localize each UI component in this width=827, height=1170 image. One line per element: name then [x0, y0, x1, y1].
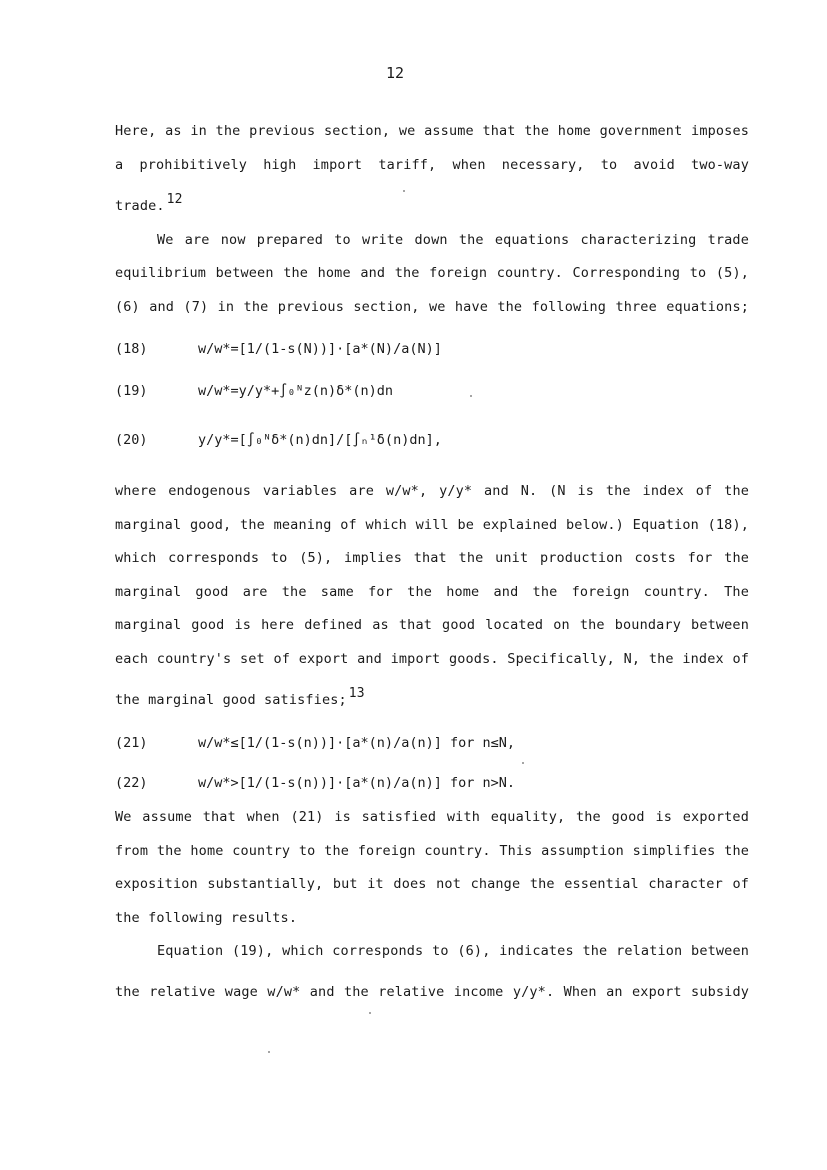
paragraph-line: the following results. — [115, 910, 298, 926]
paragraph-line: a prohibitively high import tariff, when necessary, to avoid two-way — [115, 157, 749, 173]
paragraph-line: where endogenous variables are w/w*, y/y* and N. (N is the index of the — [115, 483, 749, 499]
equation-number: (19) — [115, 383, 148, 399]
equation-text: y/y*=[∫₀ᴺδ*(n)dn]/[∫ₙ¹δ(n)dn], — [198, 432, 442, 448]
paragraph-text: trade. — [115, 198, 165, 214]
equation-number: (22) — [115, 775, 148, 791]
paragraph-line: each country's set of export and import goods. Specifically, N, the index of — [115, 651, 749, 667]
paragraph-line: equilibrium between the home and the foreign country. Corresponding to (5), — [115, 265, 749, 281]
equation-text: w/w*≤[1/(1-s(n))]·[a*(n)/a(n)] for n≤N, — [198, 735, 515, 751]
paragraph-line-with-footnote — [115, 686, 749, 710]
paragraph-line: marginal good is here defined as that good located on the boundary between — [115, 617, 749, 633]
scan-speck — [403, 190, 405, 192]
paragraph-line: Here, as in the previous section, we assume that the home government imposes — [115, 123, 749, 139]
paragraph-line: (6) and (7) in the previous section, we have the following three equations; — [115, 299, 749, 315]
paragraph-line: which corresponds to (5), implies that the unit production costs for the — [115, 550, 749, 566]
paragraph-line-with-footnote — [115, 192, 749, 216]
scan-speck — [369, 1012, 371, 1014]
scan-speck — [470, 395, 472, 397]
equation-text: w/w*=y/y*+∫₀ᴺz(n)δ*(n)dn — [198, 383, 394, 399]
paragraph-line: exposition substantially, but it does not change the essential character of — [115, 876, 749, 892]
equation-22 — [115, 774, 515, 792]
footnote-marker: 12 — [166, 192, 183, 207]
paragraph-line: marginal good are the same for the home and the foreign country. The — [115, 584, 749, 600]
equation-number: (18) — [115, 341, 148, 357]
paragraph-line: marginal good, the meaning of which will be explained below.) Equation (18), — [115, 517, 749, 533]
equation-21 — [115, 734, 515, 752]
equation-number: (20) — [115, 432, 148, 448]
scan-speck — [522, 762, 524, 764]
footnote-marker: 13 — [348, 686, 365, 701]
paragraph-text: the marginal good satisfies; — [115, 692, 347, 708]
equation-text: w/w*=[1/(1-s(N))]·[a*(N)/a(N)] — [198, 341, 442, 357]
equation-18 — [115, 340, 442, 358]
scan-speck — [268, 1051, 270, 1053]
equation-20 — [115, 431, 442, 449]
paragraph-line: Equation (19), which corresponds to (6), indicates the relation between — [157, 943, 749, 959]
paragraph-line: the relative wage w/w* and the relative income y/y*. When an export subsidy — [115, 984, 749, 1000]
equation-19 — [115, 382, 393, 400]
paragraph-line: from the home country to the foreign country. This assumption simplifies the — [115, 843, 749, 859]
equation-number: (21) — [115, 735, 148, 751]
paragraph-line: We assume that when (21) is satisfied with equality, the good is exported — [115, 809, 749, 825]
page-number: 12 — [386, 64, 405, 82]
paragraph-line: We are now prepared to write down the equations characterizing trade — [157, 232, 749, 248]
equation-text: w/w*>[1/(1-s(n))]·[a*(n)/a(n)] for n>N. — [198, 775, 515, 791]
